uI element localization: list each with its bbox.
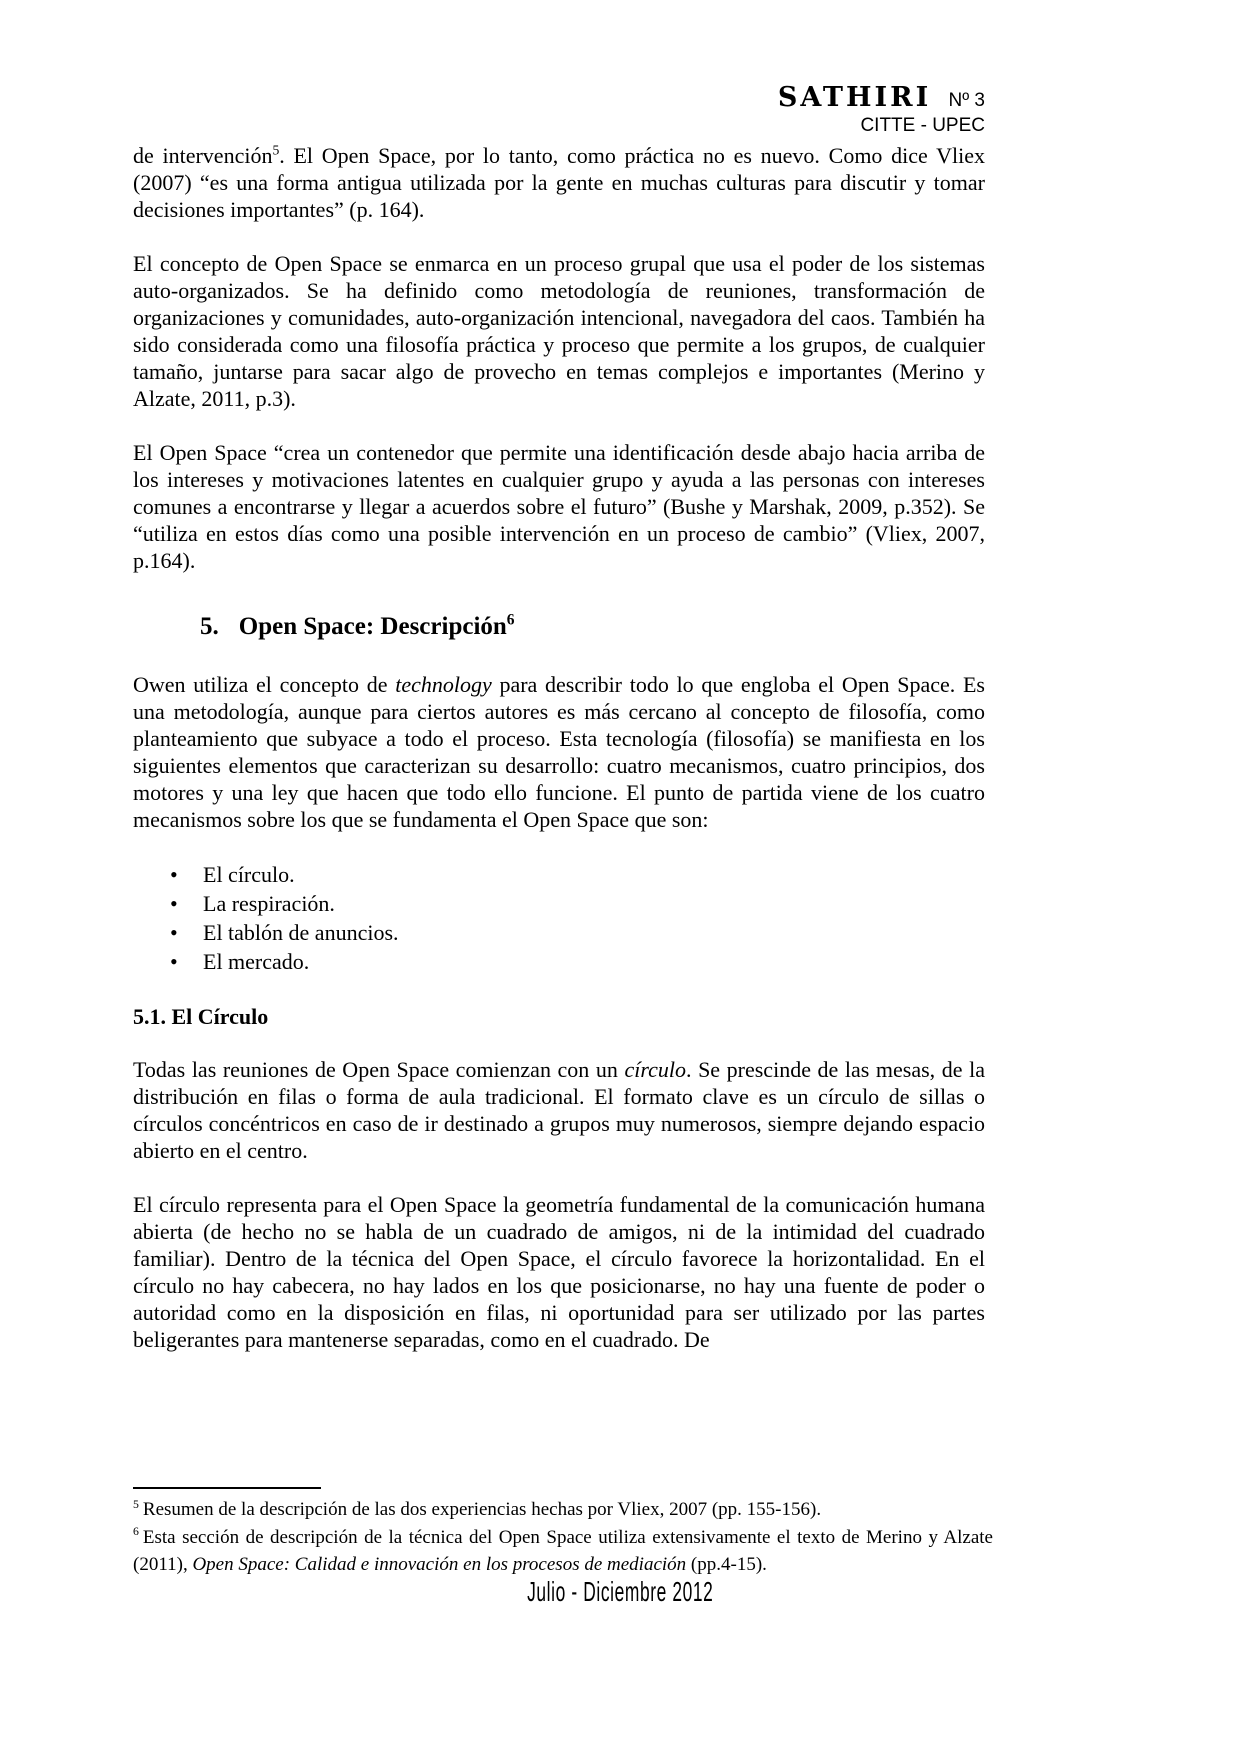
paragraph-owen-technology: [133, 671, 985, 833]
paragraph-intervencion: [133, 142, 985, 223]
page-content: [133, 84, 985, 1380]
bullet-icon: •: [170, 949, 178, 974]
italic-term: technology: [395, 672, 492, 697]
mechanisms-list: [170, 860, 985, 976]
journal-name: SATHIRI: [777, 82, 932, 113]
section-number: 5.: [200, 613, 219, 640]
paragraph-text: Todas las reuniones de Open Space comienzan con un: [133, 1057, 625, 1082]
bullet-icon: •: [170, 862, 178, 887]
footnote-ref-6: 6: [506, 611, 515, 629]
issue-number: Nº 3: [948, 90, 985, 111]
page-header: [133, 84, 985, 136]
paragraph-geometria: El círculo representa para el Open Space la geometría fundamental de la comunicación humana abierta (de hecho no se habla de un cuadrado de amigos, ni de la intimidad del cuadrado familiar). Dentro de la técnica del Open Space, el círculo favorece la horizontalidad. En el círculo no hay cabecera, no hay lados en los que posicionarse, no hay una fuente de poder o autoridad como en la disposición en filas, ni oportunidad para ser utilizado por las partes beligerantes para mantenerse separadas, como en el cuadrado. De: [133, 1192, 985, 1352]
issue-period: Julio - Diciembre 2012: [526, 1576, 714, 1607]
list-item-label: El mercado.: [203, 949, 310, 974]
list-item-label: El círculo.: [203, 862, 295, 887]
footnote-marker: 5: [133, 1497, 139, 1511]
page-footer: [0, 1577, 1240, 1607]
footnote-text: Resumen de la descripción de las dos experiencias hechas por Vliex, 2007 (pp. 155-156).: [142, 1499, 822, 1520]
list-item-label: El tablón de anuncios.: [203, 920, 399, 945]
paragraph-reuniones-circulo: [133, 1056, 985, 1164]
footnote-5: [133, 1496, 993, 1524]
bullet-icon: •: [170, 920, 178, 945]
paragraph-text: . Se prescinde de las mesas, de la distribución en filas o forma de aula tradicional. El formato clave es un círculo de sillas o círculos concéntricos en caso de ir destinado a grupos muy numerosos, siempre dejando espacio abierto en el centro.: [133, 1057, 985, 1163]
italic-term: círculo: [624, 1057, 686, 1082]
institution-name: CITTE - UPEC: [860, 115, 985, 136]
list-item: [170, 860, 985, 889]
list-item: [170, 947, 985, 976]
section-title: Open Space: Descripción: [238, 613, 507, 640]
paragraph-contenedor: El Open Space “crea un contenedor que permite una identificación desde abajo hacia arriba de los intereses y motivaciones latentes en cualquier grupo y ayuda a las personas con intereses comunes a encontrarse y llegar a acuerdos sobre el futuro” (Bushe y Marshak, 2009, p.352). Se “utiliza en estos días como una posible intervención en un proceso de cambio” (Vliex, 2007, p.164).: [133, 440, 985, 573]
footnote-ref-5: 5: [272, 142, 280, 158]
footnote-6: [133, 1524, 993, 1579]
bullet-icon: •: [170, 891, 178, 916]
list-item: [170, 889, 985, 918]
paragraph-text: de intervención: [133, 143, 273, 168]
journal-title-line: [133, 84, 985, 115]
paragraph-text: . El Open Space, por lo tanto, como práctica no es nuevo. Como dice Vliex (2007) “es una forma antigua utilizada por la gente en muchas culturas para discutir y tomar decisiones importantes” (p. 164).: [133, 143, 985, 222]
section-heading: [200, 610, 985, 644]
list-item: [170, 918, 985, 947]
paragraph-text: para describir todo lo que engloba el Open Space. Es una metodología, aunque para ciertos autores es más cercano al concepto de filosofía, como planteamiento que subyace a todo el proceso. Esta tecnología (filosofía) se manifiesta en los siguientes elementos que caracterizan su desarrollo: cuatro mecanismos, cuatro principios, dos motores y una ley que hacen que todo ello funcione. El punto de partida viene de los cuatro mecanismos sobre los que se fundamenta el Open Space que son:: [133, 672, 985, 832]
subsection-heading: 5.1. El Círculo: [133, 1004, 269, 1029]
list-item-label: La respiración.: [203, 891, 335, 916]
footnote-separator: [133, 1487, 321, 1489]
footnote-text: Esta sección de descripción de la técnica del Open Space utiliza extensivamente el texto de Merino y Alzate (2011),: [133, 1526, 993, 1575]
footnotes-section: [133, 1487, 993, 1579]
footnote-text: (pp.4-15).: [686, 1554, 767, 1575]
paragraph-text: Owen utiliza el concepto de: [133, 672, 396, 697]
footnote-italic-title: Open Space: Calidad e innovación en los procesos de mediación: [192, 1554, 687, 1575]
paragraph-concepto-open-space: El concepto de Open Space se enmarca en un proceso grupal que usa el poder de los sistemas auto-organizados. Se ha definido como metodología de reuniones, transformación de organizaciones y comunidades, auto-organización intencional, navegadora del caos. También ha sido considerada como una filosofía práctica y proceso que permite a los grupos, de cualquier tamaño, juntarse para sacar algo de provecho en temas complejos e importantes (Merino y Alzate, 2011, p.3).: [133, 251, 985, 411]
footnote-marker: 6: [133, 1525, 139, 1539]
